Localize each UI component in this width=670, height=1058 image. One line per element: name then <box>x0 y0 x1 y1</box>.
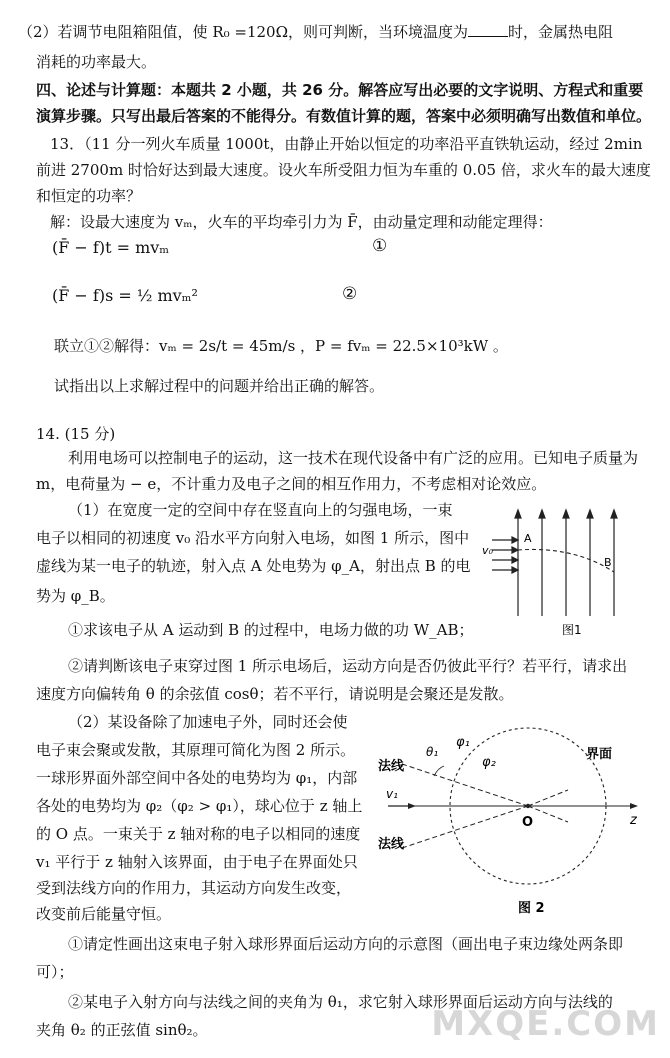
q14-p2-line5: 的 O 点。一束关于 z 轴对称的电子以相同的速度 <box>36 825 361 843</box>
q14-p2-question2-line1: ②某电子入射方向与法线之间的夹角为 θ₁，求它射入球形界面后运动方向与法线的 <box>68 993 613 1011</box>
q13-result: 联立①②解得：vₘ = 2s/t = 45m/s ，P = fvₘ = 22.5×10³kW 。 <box>54 337 508 355</box>
q13-solution-intro: 解：设最大速度为 vₘ，火车的平均牵引力为 F̄，由动量定理和动能定理得： <box>50 213 553 231</box>
normal-label-bottom: 法线 <box>378 837 405 852</box>
equation-2-number: ② <box>342 284 358 304</box>
q14-p1-line3: 虚线为某一电子的轨迹，射入点 A 处电势为 φ_A，射出点 B 的电 <box>36 557 471 575</box>
q14-p2-line1: （2）某设备除了加速电子外，同时还会使 <box>68 713 348 731</box>
q13-line1: 13．（11 分一列火车质量 1000t，由静止开始以恒定的功率沿平直铁轨运动，经过 2min <box>50 135 643 153</box>
q12-part2-line1 <box>18 22 613 42</box>
q13-line2: 前进 2700m 时恰好达到最大速度。设火车所受阻力恒为车重的 0.05 倍，求火车的最大速度 <box>36 161 651 179</box>
q14-p2-question1-line1: ①请定性画出这束电子射入球形界面后运动方向的示意图（画出电子束边缘处两条即 <box>68 935 624 953</box>
normal-line-top <box>402 764 528 806</box>
boundary-label: 界面 <box>586 747 613 762</box>
q14-p1-line4: 势为 φ_B。 <box>36 587 115 605</box>
section4-heading-line1: 四、论述与计算题：本题共 2 小题，共 26 分。解答应写出必要的文字说明、方程式和重要 <box>36 81 644 99</box>
equation-1: (F̄ − f)t = mvₘ <box>52 238 170 257</box>
q14-intro2: m，电荷量为 − e，不计重力及电子之间的相互作用力，不考虑相对论效应。 <box>36 475 547 493</box>
q14-p2-line4: 各处的电势均为 φ₂（φ₂ > φ₁），球心位于 z 轴上 <box>36 797 363 815</box>
normal-label-top: 法线 <box>378 759 405 774</box>
z-label: z <box>630 813 637 828</box>
figure-2-caption: 图 2 <box>518 901 545 916</box>
point-a-label: A <box>524 532 532 545</box>
theta1-label: θ₁ <box>426 745 439 759</box>
q12-text-b: 时，金属热电阻 <box>508 23 614 41</box>
q14-p2-line2: 电子束会聚或发散，其原理可简化为图 2 所示。 <box>36 741 356 759</box>
watermark-logo: MXQE.COM <box>431 1004 660 1044</box>
q14-p1-question2-line2: 速度方向偏转角 θ 的余弦值 cosθ；若不平行，请说明是会聚还是发散。 <box>36 685 514 703</box>
q14-title: 14. (15 分) <box>36 425 116 443</box>
o-label: O <box>522 815 534 830</box>
q14-intro1: 利用电场可以控制电子的运动，这一技术在现代设备中有广泛的应用。已知电子质量为 <box>68 449 639 467</box>
q14-p1-question1: ①求该电子从 A 运动到 B 的过程中，电场力做的功 W_AB； <box>68 621 474 639</box>
v1-arrow <box>408 803 416 809</box>
q14-p2-line3: 一球形界面外部空间中各处的电势均为 φ₁，内部 <box>36 769 358 787</box>
equation-2: (F̄ − f)s = ½ mvₘ² <box>52 286 198 305</box>
v0-label: v₀ <box>482 544 493 557</box>
q14-p2-line7: 受到法线方向的作用力，其运动方向发生改变， <box>36 879 352 897</box>
theta1-arc <box>434 766 444 776</box>
q12-part2-line2: 消耗的功率最大。 <box>36 53 157 71</box>
q13-ask: 试指出以上求解过程中的问题并给出正确的解答。 <box>54 377 385 395</box>
q14-p2-question1-line2: 可）； <box>36 963 74 981</box>
phi1-label: φ₁ <box>456 735 470 750</box>
center-o <box>526 804 530 808</box>
v1-label: v₁ <box>386 787 398 801</box>
q14-p1-line1: （1）在宽度一定的空间中存在竖直向上的匀强电场，一束 <box>68 501 453 519</box>
answer-blank <box>468 22 508 37</box>
figure-1 <box>478 506 638 642</box>
q14-p1-line2: 电子以相同的初速度 v₀ 沿水平方向射入电场，如图 1 所示，图中 <box>36 529 470 547</box>
point-b-label: B <box>604 556 612 569</box>
equation-1-number: ① <box>372 236 388 256</box>
q14-p2-line6: v₁ 平行于 z 轴射入该界面，由于电子在界面处只 <box>36 853 358 871</box>
phi2-label: φ₂ <box>482 755 496 770</box>
section4-heading-line2: 演算步骤。只写出最后答案的不能得分。有数值计算的题，答案中必须明确写出数值和单位。 <box>36 107 652 125</box>
q14-p2-question2-line2: 夹角 θ₂ 的正弦值 sinθ₂。 <box>36 1021 208 1039</box>
q12-text-a: （2）若调节电阻箱阻值，使 R₀ =120Ω，则可判断，当环境温度为 <box>18 23 469 41</box>
q13-line3: 和恒定的功率？ <box>36 187 142 205</box>
q14-p2-line8: 改变前后能量守恒。 <box>36 905 172 923</box>
figure-1-caption: 图1 <box>562 623 582 637</box>
normal-line-bottom <box>402 806 528 848</box>
figure-2 <box>372 724 652 920</box>
q14-p1-question2-line1: ②请判断该电子束穿过图 1 所示电场后，运动方向是否仍彼此平行？若平行，请求出 <box>68 657 628 675</box>
